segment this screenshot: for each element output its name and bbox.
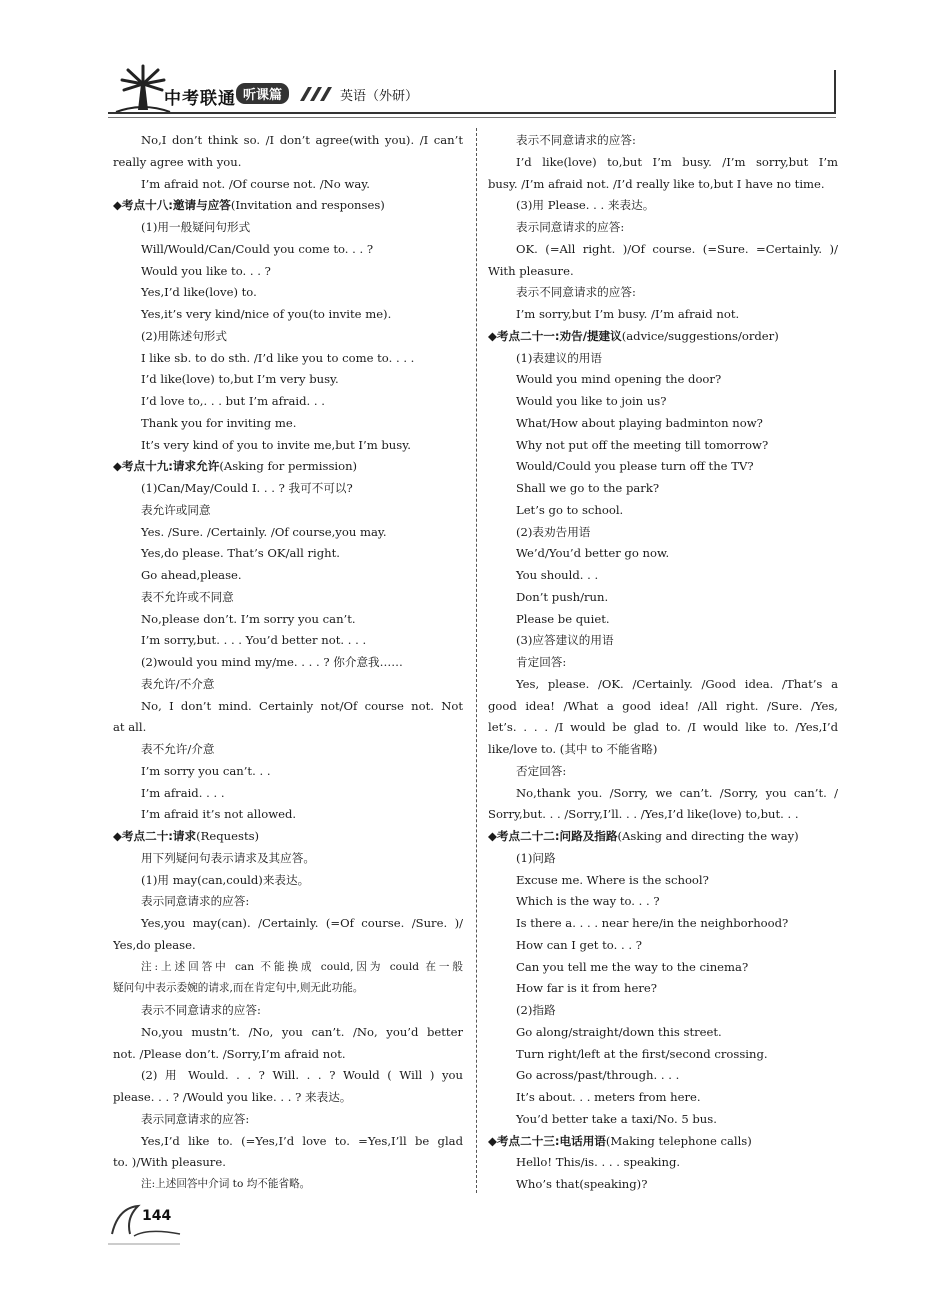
text-line: Go along/straight/down this street. bbox=[516, 1024, 722, 1039]
slash-ornament-icon bbox=[300, 87, 334, 101]
text-line: No,I don’t think so. /I don’t agree(with you). /I can’t bbox=[141, 133, 463, 147]
header-rule bbox=[108, 112, 836, 114]
text-line: 表允许/不介意 bbox=[141, 676, 215, 691]
subject-label: 英语（外研） bbox=[340, 89, 419, 104]
text-line: (2)表劝告用语 bbox=[516, 524, 591, 539]
page-footer bbox=[108, 1198, 188, 1248]
header-rule-vertical bbox=[834, 70, 836, 114]
page-number: 144 bbox=[142, 1208, 172, 1224]
text-line: Is there a. . . . near here/in the neighborhood? bbox=[516, 916, 789, 930]
text-line: I’m sorry you can’t. . . bbox=[141, 763, 271, 778]
section-heading-english: (Requests) bbox=[196, 829, 260, 843]
text-line: (2) 用 Would. . . ? Will. . . ? Would ( Will ) you bbox=[141, 1068, 463, 1083]
text-line: Yes,you may(can). /Certainly. (=Of course. /Sure. )/ bbox=[141, 916, 463, 930]
text-line: Would you like to. . . ? bbox=[141, 263, 271, 278]
text-line: How can I get to. . . ? bbox=[516, 937, 642, 952]
section-heading-english: (advice/suggestions/order) bbox=[621, 328, 779, 343]
text-line: I’m sorry,but. . . . You’d better not. . . . bbox=[141, 633, 367, 648]
text-line: It’s very kind of you to invite me,but I’m busy. bbox=[141, 437, 411, 452]
section-heading bbox=[488, 826, 838, 848]
text-line: Excuse me. Where is the school? bbox=[516, 872, 709, 887]
text-line: really agree with you. bbox=[113, 154, 242, 169]
text-line: Please be quiet. bbox=[516, 611, 610, 626]
text-line: Why not put off the meeting till tomorrow? bbox=[516, 437, 769, 452]
section-heading-title: ◆考点二十二:问路及指路 bbox=[488, 829, 618, 843]
text-line: Thank you for inviting me. bbox=[141, 415, 297, 430]
text-line: Shall we go to the park? bbox=[516, 481, 660, 495]
text-line: Hello! This/is. . . . speaking. bbox=[516, 1155, 681, 1170]
text-line: let’s. . . . /I would be glad to. /I would like to. /Yes,I’d bbox=[488, 720, 838, 735]
text-line: to. )/With pleasure. bbox=[113, 1155, 226, 1170]
text-line: It’s about. . . meters from here. bbox=[516, 1090, 701, 1104]
text-line: (1)表建议的用语 bbox=[516, 350, 602, 365]
text-line: (2)指路 bbox=[516, 1003, 556, 1017]
text-line: 表允许或同意 bbox=[141, 502, 211, 517]
text-line: 表不允许/介意 bbox=[141, 742, 215, 756]
section-heading-title: ◆考点十九:请求允许 bbox=[113, 459, 220, 474]
text-line: Will/Would/Can/Could you come to. . . ? bbox=[141, 241, 374, 256]
text-line: I’m afraid it’s not allowed. bbox=[141, 807, 297, 822]
header-rule-thin bbox=[108, 117, 836, 118]
section-heading bbox=[488, 1131, 838, 1153]
text-line: I’d love to,. . . but I’m afraid. . . bbox=[141, 394, 325, 408]
text-line: Would you mind opening the door? bbox=[516, 372, 722, 387]
column-divider bbox=[476, 128, 477, 1193]
text-line: Go across/past/through. . . . bbox=[516, 1068, 680, 1083]
text-line: I’m afraid. . . . bbox=[141, 785, 225, 800]
text-line: No,thank you. /Sorry, we can’t. /Sorry, you can’t. / bbox=[516, 785, 838, 800]
text-line: Yes, please. /OK. /Certainly. /Good idea. /That’s a bbox=[516, 676, 838, 691]
text-line: 表示不同意请求的应答: bbox=[516, 285, 636, 300]
section-heading bbox=[113, 826, 463, 848]
section-heading-title: ◆考点二十:请求 bbox=[113, 829, 197, 843]
text-line: good idea! /What a good idea! /All right. /Sure. /Yes, bbox=[488, 698, 838, 713]
text-line: OK. (=All right. )/Of course. (=Sure. =Certainly. )/ bbox=[516, 241, 838, 256]
text-line: No,please don’t. I’m sorry you can’t. bbox=[141, 611, 356, 626]
text-line: Would you like to join us? bbox=[516, 394, 667, 408]
section-heading-english: (Invitation and responses) bbox=[230, 198, 385, 213]
text-line: (1)问路 bbox=[516, 850, 556, 865]
text-line: (1)Can/May/Could I. . . ? 我可不可以? bbox=[141, 481, 353, 495]
section-heading-title: ◆考点十八:邀请与应答 bbox=[113, 198, 231, 213]
text-line: What/How about playing badminton now? bbox=[516, 415, 763, 430]
section-heading-english: (Asking and directing the way) bbox=[617, 829, 799, 843]
text-line: Yes,I’d like to. (=Yes,I’d love to. =Yes,I’ll be glad bbox=[141, 1133, 463, 1148]
text-line: (1)用一般疑问句形式 bbox=[141, 220, 251, 234]
text-line: 表示同意请求的应答: bbox=[141, 1111, 250, 1126]
page-header bbox=[108, 62, 836, 122]
section-heading bbox=[488, 326, 838, 348]
text-line: 表示同意请求的应答: bbox=[516, 220, 625, 234]
text-line: (3)用 Please. . . 来表达。 bbox=[516, 198, 655, 213]
text-line: 疑问句中表示委婉的请求,而在肯定句中,则无此功能。 bbox=[113, 982, 364, 995]
text-line: at all. bbox=[113, 720, 147, 735]
right-column bbox=[488, 130, 838, 1196]
text-line: Don’t push/run. bbox=[516, 589, 609, 604]
text-line: Let’s go to school. bbox=[516, 502, 624, 517]
text-line: No,you mustn’t. /No, you can’t. /No, you’d better bbox=[141, 1024, 463, 1039]
text-line: busy. /I’m afraid not. /I’d really like to,but I have no time. bbox=[488, 176, 825, 191]
text-line: (3)应答建议的用语 bbox=[516, 633, 614, 648]
text-line: Yes. /Sure. /Certainly. /Of course,you may. bbox=[141, 524, 387, 539]
text-line: Yes,do please. bbox=[113, 937, 196, 952]
text-line: With pleasure. bbox=[488, 263, 574, 278]
text-line: I like sb. to do sth. /I’d like you to come to. . . . bbox=[141, 350, 415, 365]
text-line: 注:上述回答中介词 to 均不能省略。 bbox=[141, 1178, 311, 1190]
text-line: (1)用 may(can,could)来表达。 bbox=[141, 872, 310, 887]
section-heading-english: (Asking for permission) bbox=[219, 459, 358, 474]
text-line: I’d like(love) to,but I’m busy. /I’m sorry,but I’m bbox=[516, 154, 838, 169]
text-line: Yes,it’s very kind/nice of you(to invite me). bbox=[141, 307, 392, 321]
text-line: 肯定回答: bbox=[516, 655, 567, 669]
text-line: not. /Please don’t. /Sorry,I’m afraid not. bbox=[113, 1046, 346, 1061]
text-line: please. . . ? /Would you like. . . ? 来表达。 bbox=[113, 1090, 352, 1104]
text-line: 否定回答: bbox=[516, 763, 567, 778]
text-line: You should. . . bbox=[516, 568, 599, 582]
text-line: 表示不同意请求的应答: bbox=[516, 133, 636, 147]
text-line: I’m sorry,but I’m busy. /I’m afraid not. bbox=[516, 307, 740, 321]
section-tag: 听课篇 bbox=[236, 83, 289, 104]
text-line: Who’s that(speaking)? bbox=[516, 1177, 648, 1191]
text-line: I’m afraid not. /Of course not. /No way. bbox=[141, 176, 370, 191]
text-line: Turn right/left at the first/second crossing. bbox=[516, 1046, 768, 1061]
left-column bbox=[113, 130, 463, 1196]
text-line: Can you tell me the way to the cinema? bbox=[516, 959, 749, 974]
text-line: 注:上述回答中 can 不能换成 could,因为 could 在一般 bbox=[141, 960, 463, 973]
section-heading-title: ◆考点二十一:劝告/提建议 bbox=[488, 328, 622, 343]
brand-title: 中考联通 bbox=[164, 89, 236, 109]
text-line: We’d/You’d better go now. bbox=[516, 546, 670, 561]
text-line: 表示同意请求的应答: bbox=[141, 894, 250, 909]
text-line: 表示不同意请求的应答: bbox=[141, 1003, 261, 1017]
text-line: (2)would you mind my/me. . . . ? 你介意我…… bbox=[141, 655, 403, 669]
text-line: Sorry,but. . . /Sorry,I’ll. . . /Yes,I’d like(love) to,but. . . bbox=[488, 807, 799, 822]
text-line: Go ahead,please. bbox=[141, 568, 242, 582]
section-heading-english: (Making telephone calls) bbox=[605, 1133, 752, 1148]
text-line: You’d better take a taxi/No. 5 bus. bbox=[516, 1111, 717, 1126]
section-heading bbox=[113, 195, 463, 217]
section-heading-title: ◆考点二十三:电话用语 bbox=[488, 1133, 606, 1148]
section-heading bbox=[113, 456, 463, 478]
text-line: Yes,do please. That’s OK/all right. bbox=[141, 546, 340, 561]
text-line: No, I don’t mind. Certainly not/Of course not. Not bbox=[141, 698, 463, 713]
text-line: like/love to. (其中 to 不能省略) bbox=[488, 742, 658, 756]
text-line: I’d like(love) to,but I’m very busy. bbox=[141, 372, 339, 387]
text-line: How far is it from here? bbox=[516, 981, 657, 996]
text-line: (2)用陈述句形式 bbox=[141, 328, 227, 343]
text-line: Yes,I’d like(love) to. bbox=[141, 285, 257, 300]
text-line: 用下列疑问句表示请求及其应答。 bbox=[141, 850, 315, 865]
text-line: Which is the way to. . . ? bbox=[516, 894, 660, 909]
text-line: 表不允许或不同意 bbox=[141, 589, 234, 604]
text-line: Would/Could you please turn off the TV? bbox=[516, 459, 754, 474]
